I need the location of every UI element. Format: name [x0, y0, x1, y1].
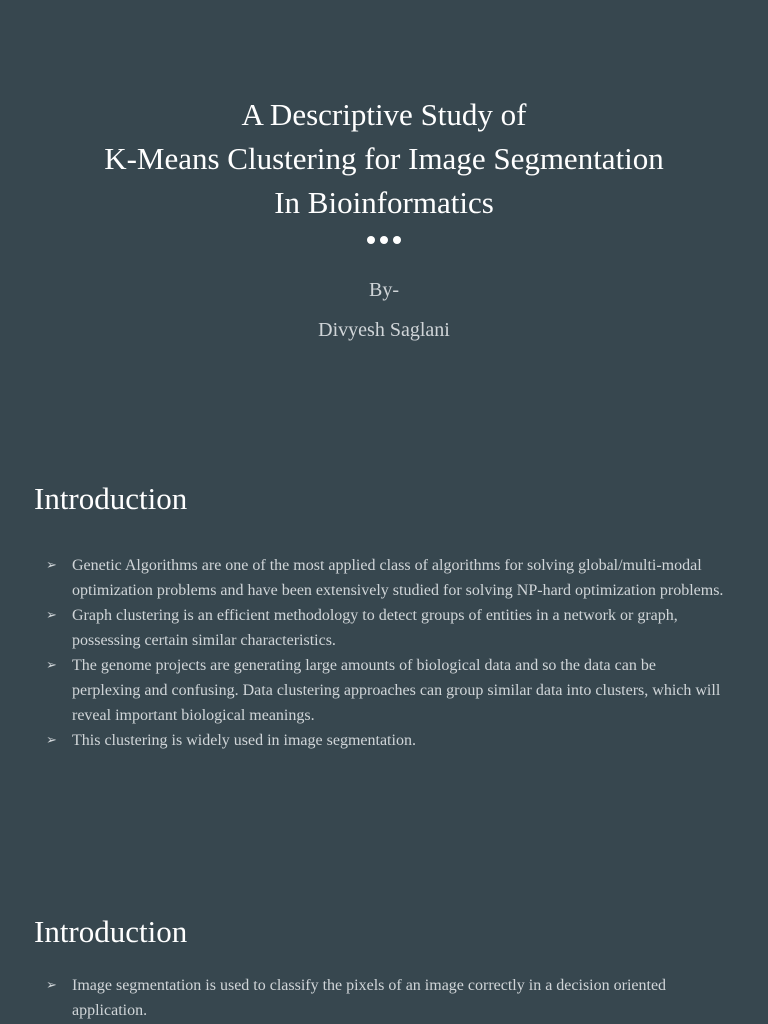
- arrow-bullet-icon: ➢: [46, 558, 57, 573]
- introduction-bullet-list: [46, 973, 726, 1023]
- title-line-1: A Descriptive Study of: [241, 97, 527, 132]
- dot-icon: [367, 236, 375, 244]
- title-divider-dots: [0, 236, 768, 244]
- dot-icon: [393, 236, 401, 244]
- bullet-text: Image segmentation is used to classify the pixels of an image correctly in a decision oriented application.: [72, 977, 667, 1019]
- introduction-bullet-list: [46, 553, 726, 753]
- bullet-text: The genome projects are generating large amounts of biological data and so the data can be perplexing and confusing. Data clustering approaches can group similar data into clusters, which will reveal important biological meanings.: [72, 657, 721, 724]
- author-name: Divyesh Saglani: [318, 319, 450, 341]
- title-slide: [0, 0, 768, 432]
- title-line-2: K-Means Clustering for Image Segmentation: [104, 141, 664, 176]
- bullet-item: [46, 653, 726, 728]
- arrow-bullet-icon: ➢: [46, 733, 57, 748]
- dot-icon: [380, 236, 388, 244]
- arrow-bullet-icon: ➢: [46, 608, 57, 623]
- bullet-item: [46, 603, 726, 653]
- bullet-text: Graph clustering is an efficient methodology to detect groups of entities in a network or graph, possessing certain similar characteristics.: [72, 607, 678, 649]
- by-label: By-: [369, 279, 399, 301]
- introduction-heading: Introduction: [34, 481, 188, 516]
- bullet-item: [46, 973, 726, 1023]
- arrow-bullet-icon: ➢: [46, 658, 57, 673]
- bullet-item: [46, 553, 726, 603]
- bullet-item: [46, 728, 726, 753]
- arrow-bullet-icon: ➢: [46, 978, 57, 993]
- introduction-heading: Introduction: [34, 914, 188, 949]
- title-line-3: In Bioinformatics: [274, 185, 494, 220]
- bullet-text: This clustering is widely used in image segmentation.: [72, 732, 416, 749]
- bullet-text: Genetic Algorithms are one of the most applied class of algorithms for solving global/multi-modal optimization problems and have been extensively studied for solving NP-hard optimization problems.: [72, 557, 724, 599]
